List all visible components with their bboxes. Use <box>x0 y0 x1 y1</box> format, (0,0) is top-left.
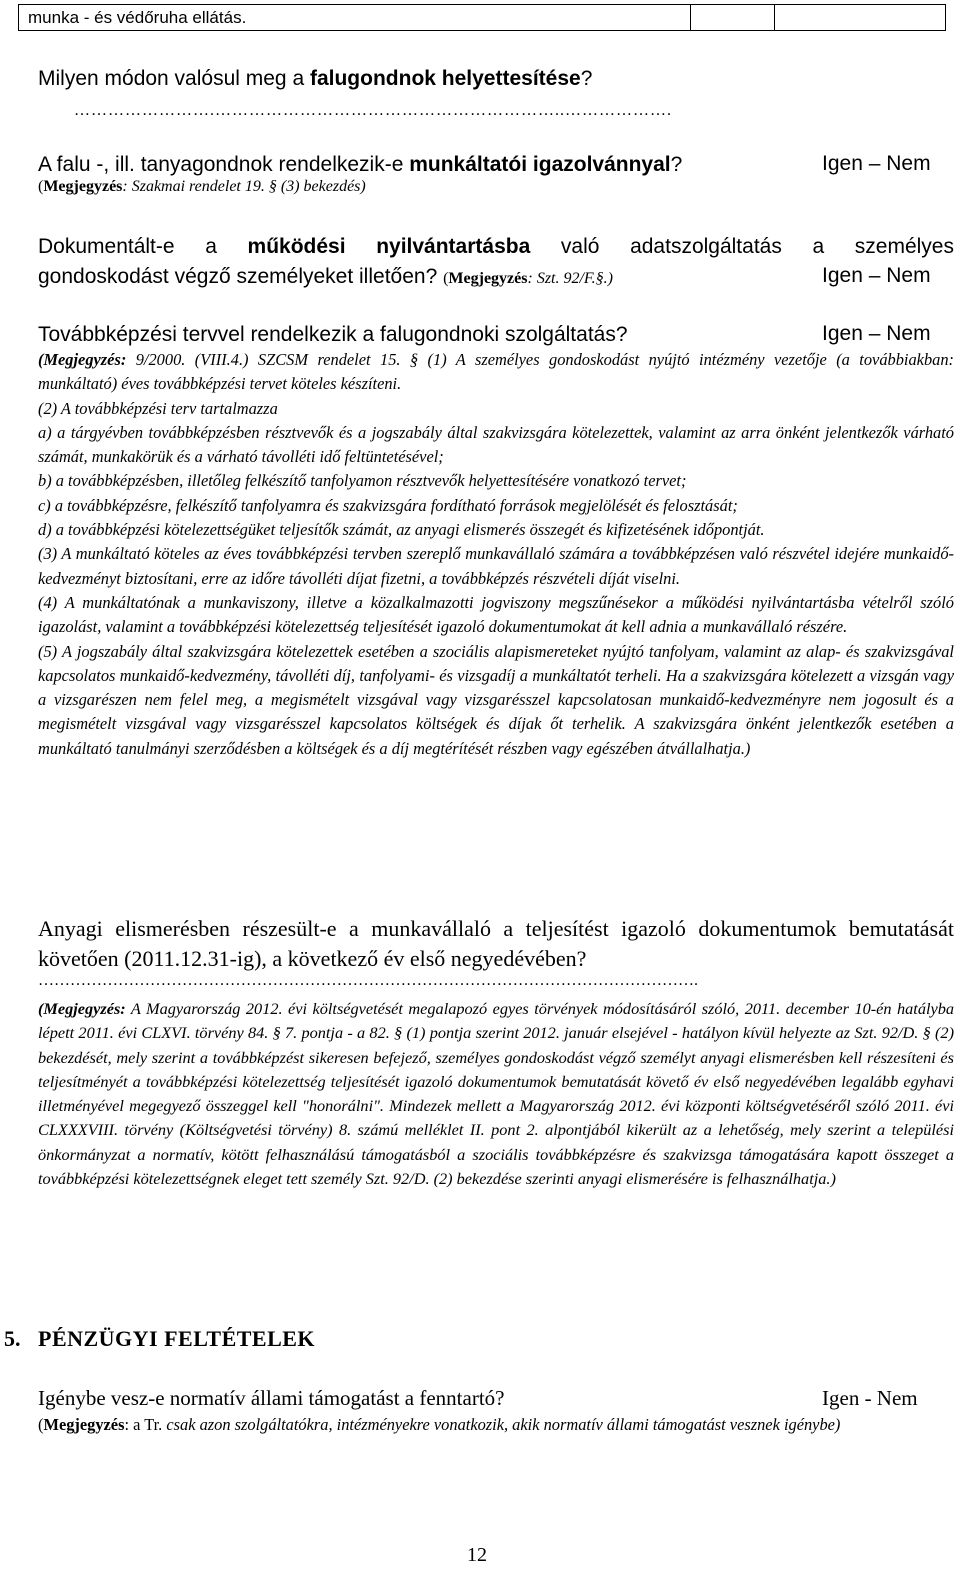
answer-dots: …………………….……………………………………………………..………………. <box>74 102 672 119</box>
note-paren: ( <box>38 178 44 195</box>
question-training-plan: Továbbképzési tervvel rendelkezik a falugondnoki szolgáltatás? <box>38 323 628 346</box>
question-bold-text: munkáltatói igazolvánnyal <box>409 153 671 176</box>
page-number: 12 <box>467 1544 487 1566</box>
note-label: (Megjegyzés: <box>38 350 127 369</box>
note-text-italic: csak azon szolgáltatókra, intézményekre vonatkozik, akik normatív állami támogatást vesznek igénybe) <box>166 1415 841 1434</box>
answer-dots: ……………………………………………………………………………………………………………. <box>38 972 698 989</box>
header-table-cell-empty-1 <box>691 5 775 30</box>
question-text-end: ? <box>670 153 683 176</box>
section-heading: PÉNZÜGYI FELTÉTELEK <box>38 1326 316 1351</box>
question-recognition: Anyagi elismerésben részesült-e a munkavállaló a teljesítést igazoló dokumentumok bemutatását követően (2011.12.31-ig), a következő év első negyedévében? <box>38 916 954 971</box>
yes-no-registry: Igen – Nem <box>822 264 931 287</box>
note-label: (Megjegyzés: <box>38 999 126 1018</box>
header-table <box>18 4 946 31</box>
note-paragraph: a) a tárgyévben továbbképzésben résztvevők és a jogszabály által szakvizsgára kötelezettek, valamint az arra önként jelentkezők várható számát, munkakörük és a várható távolléti idő feltüntetésével; <box>38 422 954 467</box>
note-label: Megjegyzés <box>43 1415 125 1434</box>
note-paragraph: (5) A jogszabály által szakvizsgára kötelezettek esetében a szociális alapismereteket nyújtó tanfolyam, valamint az alap- és szakvizsgával kapcsolatos munkaidő-kedvezmény, távolléti díj, tanfolyami- és vizsgadíj a munkáltatót terheli. Ha a szakvizsgára kötelezett a vizsgán vagy a vizsgarészen nem felel meg, a megismételt vizsgával vagy vizsgarésszel kapcsolatosan munkaidő-kedvezményre nem jogosult és a megismételt vizsgával vagy vizsgarésszel kapcsolatos költségek és díjak őt terhelik. A szakvizsgára önként jelentkezők esetében a munkáltató tanulmányi szerződésben a költségek és a díj megtérítését részben vagy egészében átvállalhatja.) <box>38 641 954 758</box>
question-text: gondoskodást végző személyeket illetően? <box>38 265 444 288</box>
yes-no-normative: Igen - Nem <box>822 1386 918 1410</box>
note-paren: ( <box>38 1415 44 1434</box>
question-bold-text: falugondnok helyettesítése <box>309 67 581 90</box>
question-registry-line1 <box>38 234 954 260</box>
note-normative <box>38 1413 954 1437</box>
question-bold-text: működési nyilvántartásba <box>247 235 531 258</box>
question-text: Dokumentált-e a <box>38 235 248 258</box>
note-text: A Magyarország 2012. évi költségvetését megalapozó egyes törvények módosításáról szóló, 2011. december 10-én hatályba lépett 2011. évi CLXVI. törvény 84. § 7. pontja - a 82. § (1) pontja szerint 2012. január elsejével - hatályon kívül helyezte az Szt. 92/D. § (2) bekezdését, mely szerint a továbbképzést sikeresen befejező, személyes gondoskodást végző személyt anyagi elismerésben kell részesíteni és teljesítményét a továbbképzési kötelezettség teljesítését igazoló dokumentumok bemutatását követő év első negyedévében legalább egyhavi illetményével megegyező összeggel kell "honorálni". Mindezek mellett a Magyarország 2012. évi központi költségvetéséről szóló 2011. évi CLXXXVIII. törvény (Költségvetési törvény) 8. számú melléklet II. pont 2. alpontjából kikerült az a lehetőség, mely szerint a települési önkormányzat a normatív, kötött felhasználású támogatásból a szociális továbbképzésre és szakvizsga támogatására kapott összeget a továbbképzési kötelezettségnek eleget tett személy Szt. 92/D. (2) bekezdése szerinti anyagi elismerésére is felhasználhatja.) <box>38 999 954 1189</box>
question-normative-support: Igénybe vesz-e normatív állami támogatást a fenntartó? <box>38 1386 505 1410</box>
note-paren: ( <box>443 270 449 287</box>
question-text-end: ? <box>580 67 593 90</box>
section-number: 5. <box>4 1326 21 1351</box>
note-paragraph: d) a továbbképzési kötelezettségüket teljesítők számát, az anyagi elismerés összegét és kifizetésének időpontját. <box>38 520 765 540</box>
note-recognition <box>38 997 954 1191</box>
header-table-cell-text: munka - és védőruha ellátás. <box>19 5 691 30</box>
note-paragraph: b) a továbbképzésben, illetőleg felkészítő tanfolyamon résztvevők helyettesítésére vonatkozó tervet; <box>38 471 687 491</box>
note-text: : Szakmai rendelet 19. § (3) bekezdés) <box>122 178 366 195</box>
note-text: 9/2000. (VIII.4.) SZCSM rendelet 15. § (1) A személyes gondoskodást nyújtó intézmény vezetője (a továbbiakban: munkáltató) éves továbbképzési tervet köteles készíteni. <box>38 350 954 394</box>
note-label: Megjegyzés <box>43 178 123 195</box>
note-text: : a Tr. <box>124 1415 167 1434</box>
note-paragraph: (3) A munkáltató köteles az éves továbbképzési tervben szereplő munkavállaló számára a továbbképzésen való részvétel idejére munkaidő-kedvezményt biztosítani, erre az időre távolléti díjat fizetni, a továbbképzés részvételi díját viselni. <box>38 544 954 588</box>
question-text-end: való adatszolgáltatás a személyes <box>530 235 954 258</box>
question-text: A falu -, ill. tanyagondnok rendelkezik-e <box>38 153 410 176</box>
question-text: Milyen módon valósul meg a <box>38 67 310 90</box>
question-registry-line2 <box>38 264 613 292</box>
question-substitute <box>38 66 938 92</box>
note-training <box>38 348 954 761</box>
note-label: Megjegyzés <box>448 270 528 287</box>
note-paragraph: (2) A továbbképzési terv tartalmazza <box>38 398 278 418</box>
note-paragraph <box>38 997 954 1191</box>
note-id-card <box>38 178 366 196</box>
yes-no-id-card: Igen – Nem <box>822 152 931 175</box>
yes-no-training: Igen – Nem <box>822 322 931 345</box>
note-registry <box>443 270 613 287</box>
question-id-card <box>38 152 798 178</box>
note-text: : Szt. 92/F.§.) <box>527 270 613 287</box>
note-paragraph <box>38 348 954 397</box>
note-paragraph: c) a továbbképzésre, felkészítő tanfolyamra és szakvizsgára fordítható források megjelölését és felosztását; <box>38 495 738 515</box>
note-paragraph: (4) A munkáltatónak a munkaviszony, illetve a közalkalmazotti jogviszony megszűnésekor a működési nyilvántartásba vételről szóló igazolást, valamint a továbbképzési kötelezettség teljesítését igazoló dokumentumokat át kell adnia a munkavállaló részére. <box>38 592 954 637</box>
